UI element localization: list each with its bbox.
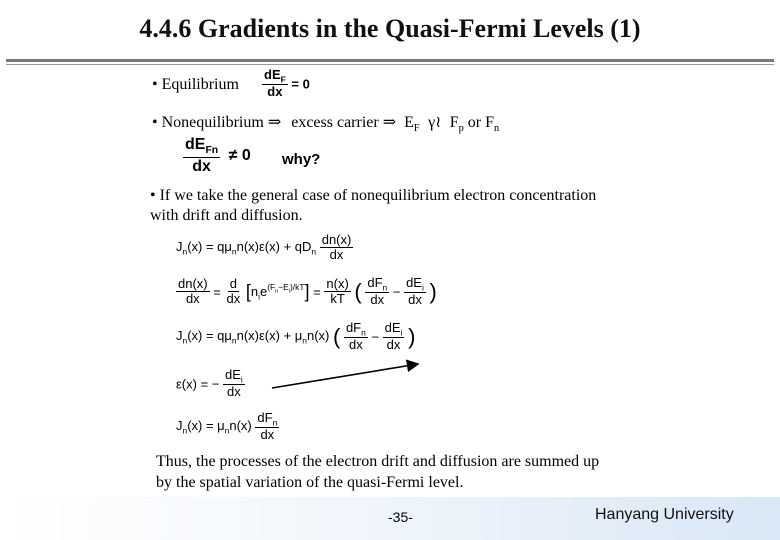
equation-electric-field: ε(x) = − $\frac{dE_i}{dx}$ <box>176 367 243 400</box>
bullet-general-case: • If we take the general case of nonequilibrium electron concentration <box>150 187 597 204</box>
equation-concentration-gradient: $\frac{dn(x)}{dx}$ = $\frac{d}{dx}$ $[n_ie^{(F_n-E_i)/kT}]$ = $\frac{n(x)}{kT}$ ( $\frac{dF_n}{dx}$ − $\frac{dE_i}{dx}$ ) <box>178 275 437 308</box>
conclusion-line-1: Thus, the processes of the electron drift and diffusion are summed up <box>156 453 600 470</box>
bullet-nonequilibrium: • Nonequilibrium ⇒ excess carrier ⇒ $E_F$ γ≀ $F_p$ or $F_n$ <box>152 114 500 135</box>
equation-current-result: $J_n(x) = \mu_nn(x)$ $\frac{dF_n}{dx}$ <box>176 410 278 443</box>
implies-arrow-icon: ⇒ <box>267 114 282 131</box>
equation-current-density: $J_n(x) = q\mu_nn(x)\varepsilon(x) + qD_n$ $\frac{dn(x)}{dx}$ <box>176 232 352 262</box>
bullet-equilibrium: • Equilibrium <box>152 76 239 93</box>
why-label: why? <box>282 151 321 168</box>
bullet-general-case-cont: with drift and diffusion. <box>150 207 303 224</box>
nonequilibrium-equation: $\frac{dE_{Fn}}{dx}$ ≠ 0 <box>185 136 251 176</box>
page-number: -35- <box>388 509 413 525</box>
equilibrium-equation: $\frac{dE_F}{dx}$ = 0 <box>264 67 310 100</box>
university-label: Hanyang University <box>595 506 734 523</box>
slide-title: 4.4.6 Gradients in the Quasi-Fermi Levels (1) <box>139 14 641 43</box>
equation-current-quasi-fermi: $J_n(x) = q\mu_nn(x)\varepsilon(x) + \mu_nn(x)$ ( $\frac{dF_n}{dx}$ − $\frac{dE_i}{dx}$ ) <box>176 320 416 353</box>
split-symbol-icon: γ≀ <box>428 114 442 131</box>
implies-arrow-icon: ⇒ <box>382 114 397 131</box>
conclusion-line-2: by the spatial variation of the quasi-Fermi level. <box>156 474 464 491</box>
